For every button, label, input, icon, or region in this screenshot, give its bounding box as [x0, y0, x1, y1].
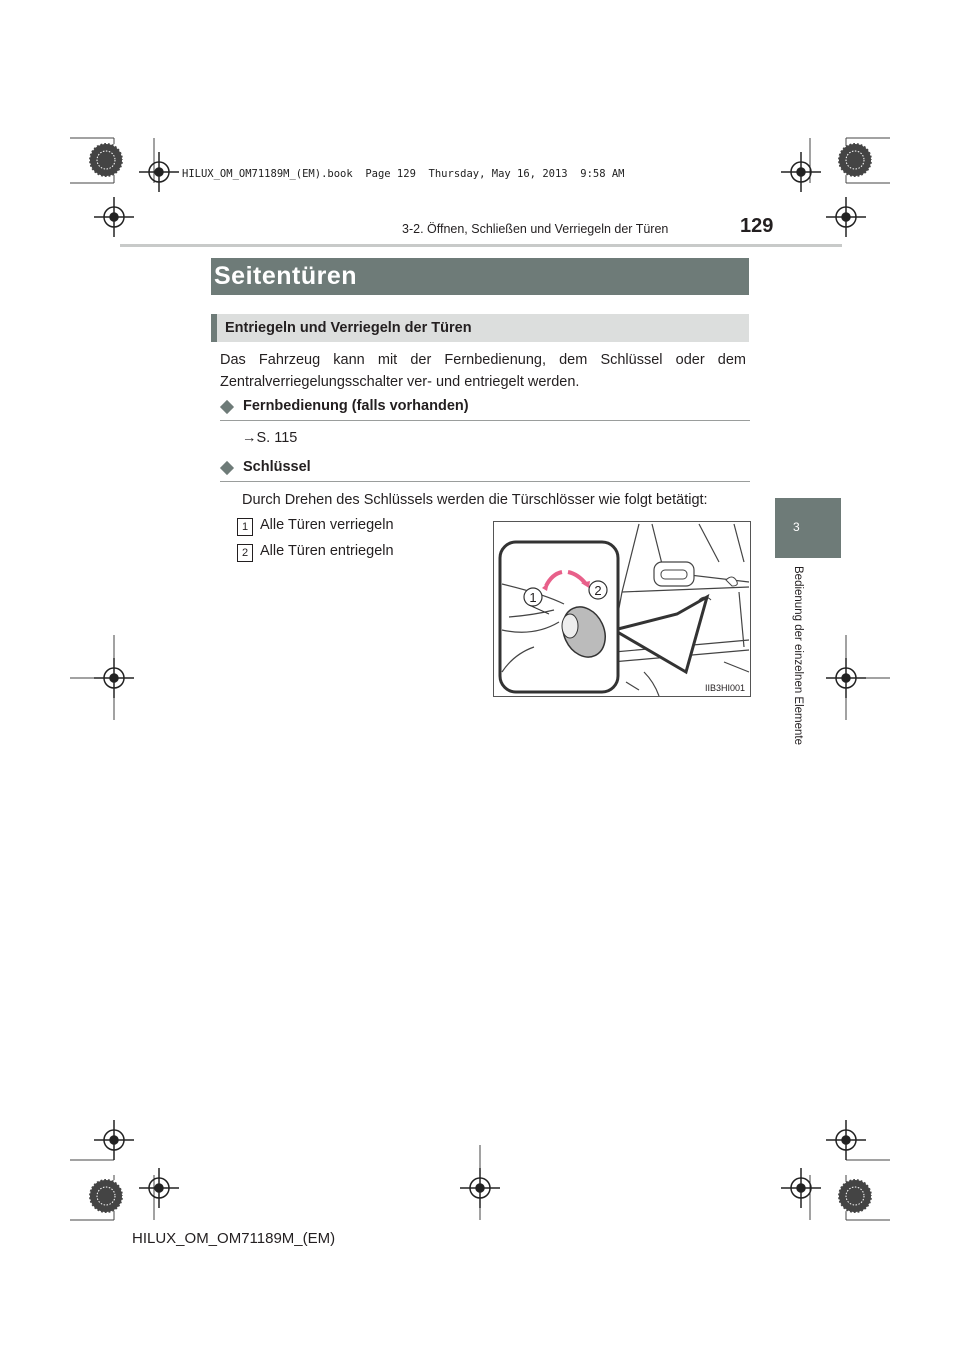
- diamond-bullet-icon: [220, 400, 234, 414]
- section-heading-remote: [220, 398, 750, 421]
- diamond-bullet-icon: [220, 461, 234, 475]
- section-heading-key: [220, 459, 750, 482]
- callout-label: 1: [529, 590, 537, 605]
- section-title: Fernbedienung (falls vorhanden): [243, 398, 469, 414]
- section-title: Schlüssel: [243, 459, 311, 475]
- step-number: 1: [237, 518, 253, 536]
- subheading-bar: [211, 314, 217, 342]
- door-lock-illustration: [493, 521, 751, 697]
- step-label: Alle Türen verriegeln: [260, 517, 394, 533]
- section-header-title: 3-2. Öffnen, Schließen und Verriegeln der Türen: [402, 222, 669, 236]
- subheading-text: Entriegeln und Verriegeln der Türen: [225, 320, 472, 336]
- chapter-tab: [775, 498, 841, 558]
- key-description: Durch Drehen des Schlüssels werden die Türschlösser wie folgt betätigt:: [242, 492, 708, 508]
- page-heading-text: Seitentüren: [214, 262, 358, 290]
- subheading: [211, 314, 749, 342]
- callout-label: 2: [594, 583, 602, 598]
- header-rule: [120, 244, 842, 247]
- step-label: Alle Türen entriegeln: [260, 543, 394, 559]
- book-info-line: HILUX_OM_OM71189M_(EM).book Page 129 Thursday, May 16, 2013 9:58 AM: [182, 168, 625, 180]
- page-reference-link[interactable]: →S. 115: [242, 430, 298, 446]
- page-heading: [211, 258, 749, 295]
- footer-doc-code: HILUX_OM_OM71189M_(EM): [132, 1230, 336, 1247]
- step-number: 2: [237, 544, 253, 562]
- intro-paragraph: Das Fahrzeug kann mit der Fernbedienung, dem Schlüssel oder dem Zentralverriegelungsschalter ver- und entriegelt werden.: [220, 352, 746, 390]
- figure-code: IIB3HI001: [704, 683, 745, 693]
- door-lock-drawing: [494, 522, 750, 696]
- chapter-label: Bedienung der einzelnen Elemente: [792, 566, 804, 746]
- chapter-number: 3: [793, 520, 800, 534]
- page-number: 129: [740, 215, 774, 237]
